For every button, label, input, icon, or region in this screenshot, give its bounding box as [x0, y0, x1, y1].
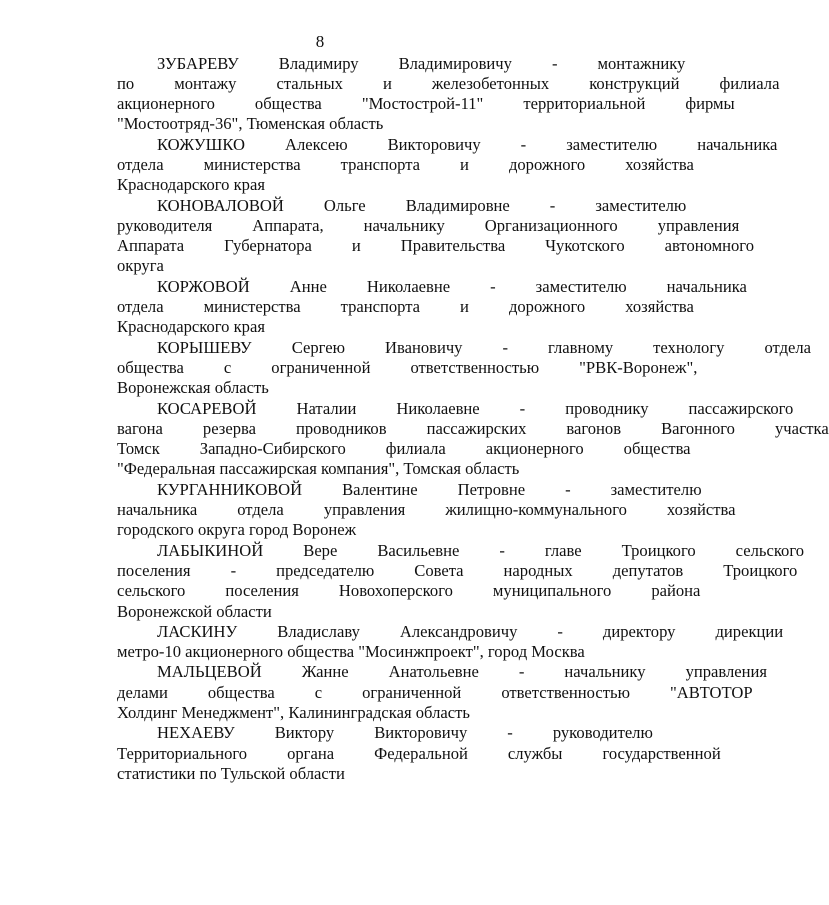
word: директору [602, 621, 676, 641]
word: - [557, 621, 563, 641]
word: Владимировичу [398, 53, 512, 73]
word: КОНОВАЛОВОЙ [157, 195, 284, 215]
list-item [77, 195, 754, 277]
word: проводнику [565, 398, 649, 418]
line-text: городского округа город Воронеж [117, 520, 357, 540]
word: филиала [719, 73, 780, 93]
list-item [77, 53, 780, 135]
word: - [490, 276, 496, 296]
paragraph-line [77, 378, 567, 398]
word: Троицкого [621, 540, 696, 560]
word: - [565, 479, 571, 499]
list-item [77, 134, 778, 196]
word: общества [207, 682, 275, 702]
list-item [77, 479, 736, 541]
paragraph-line [77, 439, 691, 459]
word: НЕХАЕВУ [157, 723, 235, 743]
word: Валентине [342, 479, 418, 499]
word: жилищно-коммунального [445, 500, 627, 520]
word: транспорта [340, 154, 421, 174]
word: председателю [276, 560, 375, 580]
word: хозяйства [625, 154, 694, 174]
paragraph-line [77, 479, 702, 500]
paragraph-line [77, 723, 653, 743]
list-item [77, 398, 829, 480]
paragraph-line [77, 175, 567, 195]
word: Анатольевне [388, 662, 479, 682]
word: железобетонных [431, 73, 550, 93]
paragraph-line [77, 500, 736, 520]
line-text: Холдинг Менеджмент", Калининградская область [117, 703, 470, 722]
word: общества [623, 439, 691, 459]
paragraph-line [77, 540, 805, 561]
paragraph-line [77, 114, 567, 134]
word: начальника [117, 500, 198, 520]
word: монтажнику [597, 53, 686, 73]
word: руководителю [552, 723, 653, 743]
word: "АВТОТОР [669, 682, 753, 702]
word: КОРЫШЕВУ [157, 337, 252, 357]
word: Александровичу [399, 621, 518, 641]
word: Чукотского [545, 236, 625, 256]
word: депутатов [612, 560, 684, 580]
word: пассажирских [426, 418, 527, 438]
word: муниципального [492, 581, 612, 601]
paragraph-line [77, 602, 567, 622]
word: Аппарата, [252, 215, 324, 235]
word: заместителю [566, 134, 658, 154]
word: органа [287, 743, 335, 763]
word: дорожного [508, 297, 586, 317]
paragraph-line [77, 317, 567, 337]
word: и [351, 236, 361, 256]
word: дорожного [508, 154, 586, 174]
word: главному [548, 337, 614, 357]
word: Губернатора [224, 236, 312, 256]
line-text: округа [117, 256, 164, 276]
word: начальнику [564, 662, 646, 682]
word: фирмы [685, 94, 735, 114]
word: общества [254, 94, 322, 114]
word: ограниченной [271, 357, 371, 377]
page-number: 8 [315, 32, 325, 51]
word: Западно-Сибирского [199, 439, 346, 459]
paragraph-line [77, 215, 740, 236]
word: и [382, 73, 392, 93]
word: вагона [117, 418, 163, 438]
word: хозяйства [666, 500, 736, 520]
word: ЗУБАРЕВУ [157, 53, 239, 73]
word: начальника [697, 134, 778, 154]
paragraph-line [77, 276, 747, 297]
paragraph-line [77, 236, 754, 256]
word: КОРЖОВОЙ [157, 276, 250, 296]
word: Жанне [301, 662, 349, 682]
word: Владиславу [277, 621, 360, 641]
word: ЛАБЫКИНОЙ [157, 540, 264, 560]
word: по [117, 73, 135, 93]
paragraph-line [77, 398, 794, 419]
list-item [77, 337, 812, 399]
line-text: "Мостоотряд-36", Тюменская область [117, 114, 384, 134]
word: Организационного [484, 215, 618, 235]
word: Территориального [117, 743, 248, 763]
line-text: Воронежской области [117, 601, 272, 621]
word: Петровне [457, 479, 526, 499]
word: - [230, 560, 237, 580]
word: Николаевне [366, 276, 451, 296]
word: - [507, 723, 513, 743]
word: - [551, 53, 558, 73]
word: пассажирского [688, 398, 794, 418]
word: Совета [414, 560, 464, 580]
word: проводников [296, 418, 387, 438]
word: Васильевне [377, 540, 460, 560]
word: народных [503, 560, 573, 580]
word: "РВК-Воронеж", [579, 357, 698, 377]
paragraph-line [77, 297, 694, 317]
paragraph-line [77, 73, 780, 94]
paragraph-line [77, 337, 812, 358]
word: Владимиру [278, 53, 359, 73]
word: начальнику [363, 215, 445, 235]
word: и [460, 154, 469, 174]
word: министерства [203, 297, 301, 317]
word: МАЛЬЦЕВОЙ [157, 662, 262, 682]
word: вагонов [566, 418, 622, 438]
word: государственной [602, 743, 721, 763]
word: отдела [117, 154, 164, 174]
word: ограниченной [362, 682, 462, 702]
word: сельского [735, 540, 805, 560]
word: резерва [202, 418, 256, 438]
word: автономного [664, 236, 754, 256]
word: начальника [666, 276, 747, 296]
word: Троицкого [723, 560, 798, 580]
paragraph-line [77, 642, 585, 662]
word: Виктору [274, 723, 335, 743]
paragraph-line [77, 743, 721, 764]
word: района [651, 581, 701, 601]
word: ответственностью [501, 682, 630, 702]
word: Викторовичу [374, 723, 468, 743]
word: главе [544, 540, 582, 560]
award-list [77, 53, 829, 785]
word: министерства [203, 154, 301, 174]
list-item [77, 662, 768, 723]
word: хозяйства [625, 297, 694, 317]
line-text: Воронежская область [117, 378, 269, 398]
paragraph-line [77, 581, 701, 601]
line-text: метро-10 акционерного общества "Мосинжпроект", город Москва [117, 642, 585, 662]
line-text: статистики по Тульской области [117, 763, 345, 783]
word: - [518, 662, 525, 682]
word: технологу [653, 337, 725, 357]
line-text: Краснодарского края [117, 175, 265, 195]
word: Вагонного [661, 418, 735, 438]
word: руководителя [117, 215, 213, 235]
paragraph-line [77, 621, 784, 642]
list-item [77, 540, 805, 622]
word: заместителю [535, 276, 627, 296]
paragraph-line [77, 195, 687, 216]
word: Аппарата [117, 236, 185, 256]
word: КОЖУШКО [157, 134, 245, 154]
word: Томск [117, 439, 160, 459]
paragraph-line [77, 154, 694, 175]
word: филиала [385, 439, 446, 459]
paragraph-line [77, 418, 829, 439]
word: Правительства [400, 236, 506, 256]
word: с [223, 357, 232, 377]
word: "Мостострой-11" [361, 94, 484, 114]
paragraph-line [77, 682, 753, 703]
paragraph-line [77, 560, 798, 581]
paragraph-line [77, 520, 567, 540]
word: управления [657, 215, 740, 235]
word: конструкций [589, 73, 680, 93]
word: территориальной [523, 94, 646, 114]
word: - [519, 398, 526, 418]
word: отдела [764, 337, 812, 357]
word: КУРГАННИКОВОЙ [157, 479, 303, 499]
paragraph-line [77, 94, 735, 114]
word: стальных [276, 73, 343, 93]
word: Николаевне [396, 398, 480, 418]
word: сельского [117, 581, 186, 601]
word: и [460, 297, 469, 317]
word: - [520, 134, 527, 154]
word: Вере [303, 540, 338, 560]
paragraph-line [77, 703, 567, 723]
word: службы [507, 743, 563, 763]
word: - [549, 195, 556, 215]
paragraph-line [77, 357, 698, 378]
word: Анне [289, 276, 327, 296]
word: ЛАСКИНУ [157, 621, 238, 641]
word: управления [685, 662, 768, 682]
word: монтажу [174, 73, 237, 93]
word: Алексею [284, 134, 348, 154]
word: заместителю [595, 195, 687, 215]
word: с [314, 682, 323, 702]
paragraph-line [77, 256, 567, 276]
word: общества [117, 357, 184, 377]
word: транспорта [340, 297, 421, 317]
word: Наталии [296, 398, 357, 418]
paragraph-line [77, 764, 567, 784]
word: участка [774, 418, 829, 438]
word: Сергею [291, 337, 345, 357]
word: акционерного [485, 439, 584, 459]
paragraph-line [77, 53, 686, 74]
word: заместителю [610, 479, 702, 499]
word: - [502, 337, 509, 357]
word: Федеральной [374, 743, 468, 763]
word: ответственностью [410, 357, 540, 377]
word: дирекции [715, 621, 784, 641]
word: отдела [237, 500, 284, 520]
word: Владимировне [405, 195, 510, 215]
word: Ольге [323, 195, 366, 215]
line-text: "Федеральная пассажирская компания", Томская область [117, 459, 520, 479]
paragraph-line [77, 662, 768, 682]
word: Викторовичу [387, 134, 481, 154]
word: отдела [117, 297, 164, 317]
word: КОСАРЕВОЙ [157, 398, 257, 418]
paragraph-line [77, 134, 778, 155]
list-item [77, 723, 721, 784]
word: - [499, 540, 505, 560]
word: управления [323, 500, 406, 520]
word: поселения [117, 560, 191, 580]
word: Новохоперского [338, 581, 453, 601]
word: поселения [225, 581, 299, 601]
word: Ивановичу [384, 337, 463, 357]
list-item [77, 276, 747, 338]
line-text: Краснодарского края [117, 317, 265, 337]
word: акционерного [117, 94, 215, 114]
list-item [77, 621, 784, 663]
word: делами [117, 682, 168, 702]
paragraph-line [77, 459, 567, 479]
